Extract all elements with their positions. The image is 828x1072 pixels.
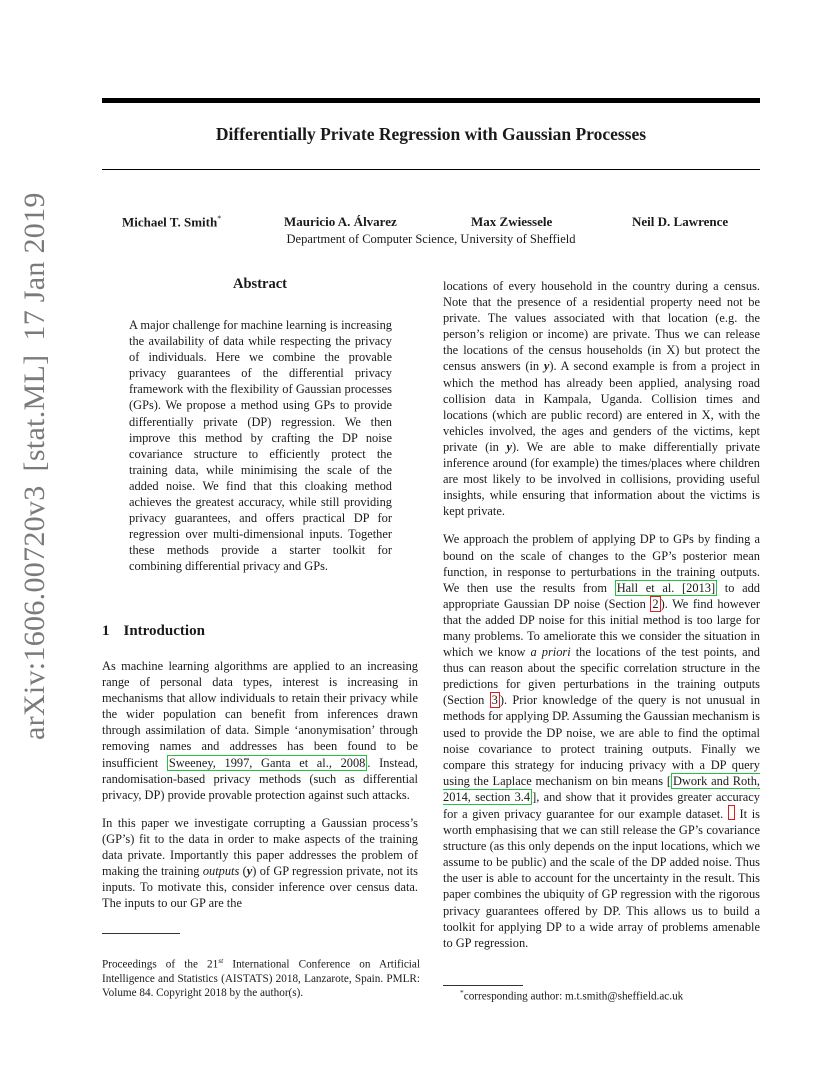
abstract-heading: Abstract [233,276,287,292]
affiliation: Department of Computer Science, University of Sheffield [286,232,576,246]
intro-paragraph: As machine learning algorithms are applied to an increasing range of personal data types, interest is increasing in mechanisms that allow individuals to retain their privacy while the wider population can benefit from inferences drawn through assimilation of data. Simple ‘anonymisation’ through removing names and addresses has been found to be insufficient Sweeney, 1997, Ganta et al., 2008 . Instead, randomisation-based privacy methods (such as differential privacy, DP) provide provable protection against such attacks. [102,659,418,802]
paper-title: Differentially Private Regression with Gaussian Processes [215,124,647,144]
intro-left-column [102,658,418,923]
abstract-paragraph: A major challenge for machine learning is increasing the availability of data while respecting the privacy of individuals. Here we combine the provable privacy guarantees of the differential privacy framework with the flexibility of Gaussian processes (GPs). We propose a method using GPs to provide differentially private (DP) regression. We then improve this method by crafting the DP noise covariance structure to efficiently protect the training data, while minimising the scale of the added noise. We find that this cloaking method achieves the greatest accuracy, while still providing privacy guarantees, and offers practical DP for regression over multi-dimensional inputs. Together these methods provide a starter toolkit for combining differential privacy and GPs. [129,318,392,574]
section-title: Introduction [123,623,205,639]
arxiv-id: arXiv:1606.00720v3 [18,485,51,740]
broken-reference-link[interactable] [728,805,735,820]
author-name: Mauricio A. Álvarez [284,214,397,229]
abstract-body [129,317,392,587]
author-list [102,214,760,232]
arxiv-identifier [18,178,52,740]
citation-link[interactable]: Hall et al. [2013] [616,580,716,595]
arxiv-date: 17 Jan 2019 [18,192,51,341]
intro-paragraph: In this paper we investigate corrupting a Gaussian process’s (GP’s) fit to the data in order to make aspects of the training data private. Importantly this paper addresses the problem of making the training outputs (y) of GP regression private, not its inputs. To motivate this, consider inference over census data. The inputs to our GP are the [102,815,418,911]
citation-link[interactable]: Dwork and Roth, 2014, section 3.4 [443,773,760,804]
author-name: Max Zwiessele [471,214,553,229]
title-bottom-rule [102,169,760,170]
proceedings-footnote: Proceedings of the 21st International Conference on Artificial Intelligence and Statistics (AISTATS) 2018, Lanzarote, Spain. PMLR: Volume 84. Copyright 2018 by the author(s). [102,956,420,1000]
body-paragraph: We approach the problem of applying DP to GPs by finding a bound on the scale of changes to the GP’s posterior mean function, in response to perturbations in the training outputs. We then use the results from Hall et al. [2013] to add appropriate Gaussian DP noise (Section 2 ). We find however that the added DP noise for this initial method is too large for many problems. To ameliorate this we consider the situation in which we know a priori the locations of the test points, and thus can reason about the specific correlation structure in the predictions for given perturbations in the training outputs (Section 3 ). Prior knowledge of the query is not unusual in methods for applying DP. Assuming the Gaussian mechanism is used to provide the DP noise, we are able to find the optimal noise covariance to protect training outputs. Finally we compare this strategy for inducing privacy with a DP query using the Laplace mechanism on bin means [ Dwork and Roth, 2014, section 3.4 ], and show that it provides greater accuracy for a given privacy guarantee for our example dataset. It is worth emphasising that we can still release the GP’s covariance structure (as this only depends on the input locations, which we assume to be public) and the scale of the DP added noise. Thus the user is able to account for the uncertainty in the result. This paper combines the ubiquity of GP regression with the rigorous privacy guarantees offered by DP. This allows us to build a toolkit for applying DP to a wide array of problems amenable to GP regression. [443,532,761,950]
title-top-rule [102,98,760,103]
author-name: Michael T. Smith* [122,214,222,230]
footnote-rule [102,933,180,934]
section-number: 1 [102,623,110,639]
body-paragraph: locations of every household in the country during a census. Note that the presence of a residential property need not be private. The values associated with that location (e.g. the person’s religion or income) are private. Thus we can release the locations of the census households (in X) but protect the census answers (in y). A second example is from a project in which the method has already been applied, analysing road collision data in Kampala, Uganda. Collision times and locations (which are public record) are entered in X, with the vehicles involved, the ages and genders of the victims, kept private (in y). We are able to make differentially private inference around (for example) the times/places where children are most likely to be involved in collisions, providing useful insights, while ensuring that information about the victims is kept private. [443,279,760,519]
section-reference-link[interactable]: 2 [652,596,659,611]
right-column [443,278,760,963]
corresponding-author-footnote: *corresponding author: m.t.smith@sheffield.ac.uk [460,988,684,1003]
footnote-rule [443,985,523,986]
citation-link[interactable]: Sweeney, 1997, Ganta et al., 2008 [168,755,366,770]
section-reference-link[interactable]: 3 [491,693,498,708]
arxiv-category: [stat.ML] [18,354,51,472]
author-name: Neil D. Lawrence [632,214,729,229]
section-heading [102,623,205,640]
